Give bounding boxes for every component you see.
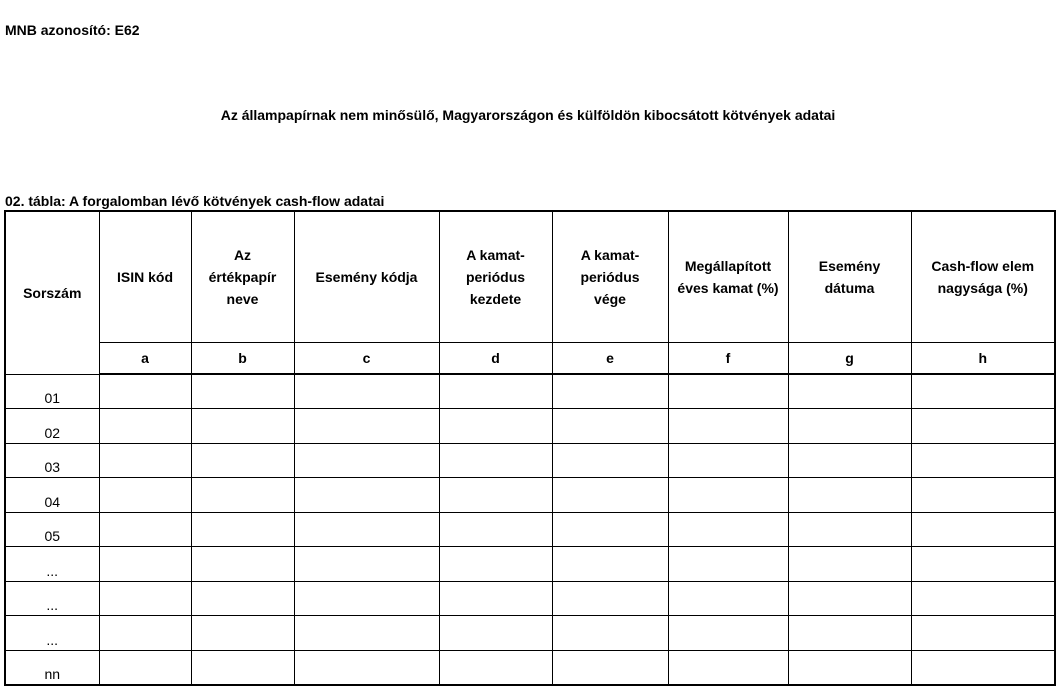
column-letter: g bbox=[788, 343, 911, 375]
header-ertekpapir-neve: Az értékpapír neve bbox=[191, 211, 294, 343]
table-cell bbox=[439, 443, 552, 478]
table-cell bbox=[99, 443, 191, 478]
table-row bbox=[5, 443, 1055, 478]
header-isin-kod: ISIN kód bbox=[99, 211, 191, 343]
table-cell bbox=[439, 409, 552, 444]
table-cell bbox=[911, 581, 1055, 616]
table-row bbox=[5, 374, 1055, 409]
table-cell bbox=[668, 443, 788, 478]
table-cell bbox=[191, 547, 294, 582]
table-cell bbox=[439, 547, 552, 582]
header-cash-flow-elem-nagysaga: Cash-flow elem nagysága (%) bbox=[911, 211, 1055, 343]
header-esemeny-datuma: Esemény dátuma bbox=[788, 211, 911, 343]
table-cell bbox=[668, 478, 788, 513]
header-kamatperiodus-vege: A kamat-periódus vége bbox=[552, 211, 668, 343]
row-number: 02 bbox=[5, 409, 99, 444]
table-cell bbox=[788, 409, 911, 444]
table-cell bbox=[552, 616, 668, 651]
table-cell bbox=[294, 443, 439, 478]
table-cell bbox=[552, 409, 668, 444]
table-cell bbox=[294, 512, 439, 547]
row-number: ... bbox=[5, 547, 99, 582]
header-megallapitott-eves-kamat: Megállapított éves kamat (%) bbox=[668, 211, 788, 343]
table-cell bbox=[668, 512, 788, 547]
table-cell bbox=[668, 409, 788, 444]
column-letter: e bbox=[552, 343, 668, 375]
table-cell bbox=[911, 478, 1055, 513]
table-cell bbox=[668, 616, 788, 651]
cash-flow-table bbox=[4, 210, 1056, 686]
column-letter: c bbox=[294, 343, 439, 375]
table-cell bbox=[668, 547, 788, 582]
table-row bbox=[5, 581, 1055, 616]
table-cell bbox=[99, 616, 191, 651]
table-cell bbox=[439, 581, 552, 616]
table-cell bbox=[294, 616, 439, 651]
table-cell bbox=[191, 374, 294, 409]
column-letter: b bbox=[191, 343, 294, 375]
table-cell bbox=[788, 374, 911, 409]
table-cell bbox=[439, 616, 552, 651]
table-cell bbox=[911, 547, 1055, 582]
column-letter: h bbox=[911, 343, 1055, 375]
header-kamatperiodus-kezdete: A kamat-periódus kezdete bbox=[439, 211, 552, 343]
row-number: 03 bbox=[5, 443, 99, 478]
table-cell bbox=[439, 512, 552, 547]
table-cell bbox=[788, 443, 911, 478]
column-letter: f bbox=[668, 343, 788, 375]
table-cell bbox=[552, 547, 668, 582]
mnb-identifier: MNB azonosító: E62 bbox=[5, 22, 140, 38]
table-cell bbox=[294, 547, 439, 582]
table-cell bbox=[911, 512, 1055, 547]
row-number: 05 bbox=[5, 512, 99, 547]
table-cell bbox=[191, 409, 294, 444]
table-row bbox=[5, 512, 1055, 547]
document-title: Az állampapírnak nem minősülő, Magyarországon és külföldön kibocsátott kötvények adatai bbox=[220, 107, 836, 123]
column-letter: d bbox=[439, 343, 552, 375]
table-cell bbox=[552, 478, 668, 513]
table-cell bbox=[99, 478, 191, 513]
table-row bbox=[5, 409, 1055, 444]
table-cell bbox=[99, 409, 191, 444]
table-cell bbox=[191, 512, 294, 547]
table-row bbox=[5, 547, 1055, 582]
table-title: 02. tábla: A forgalomban lévő kötvények cash-flow adatai bbox=[5, 193, 385, 209]
table-cell bbox=[294, 581, 439, 616]
row-number: ... bbox=[5, 616, 99, 651]
table-cell bbox=[788, 616, 911, 651]
table-cell bbox=[439, 478, 552, 513]
table-row bbox=[5, 616, 1055, 651]
table-cell bbox=[911, 374, 1055, 409]
table-cell bbox=[911, 616, 1055, 651]
table-cell bbox=[788, 478, 911, 513]
table-cell bbox=[788, 512, 911, 547]
table-cell bbox=[99, 374, 191, 409]
row-number: ... bbox=[5, 581, 99, 616]
table-cell bbox=[788, 547, 911, 582]
table-cell bbox=[99, 512, 191, 547]
table-cell bbox=[552, 512, 668, 547]
row-number: 01 bbox=[5, 374, 99, 409]
row-number: nn bbox=[5, 650, 99, 685]
table-cell bbox=[99, 547, 191, 582]
table-cell bbox=[294, 409, 439, 444]
header-sorszam: Sorszám bbox=[5, 211, 99, 374]
table-cell bbox=[668, 581, 788, 616]
table-cell bbox=[191, 616, 294, 651]
table-cell bbox=[191, 581, 294, 616]
table-cell bbox=[294, 374, 439, 409]
table-cell bbox=[911, 409, 1055, 444]
table-cell bbox=[552, 374, 668, 409]
table-cell bbox=[294, 478, 439, 513]
column-letter: a bbox=[99, 343, 191, 375]
table-cell bbox=[99, 581, 191, 616]
table-cell bbox=[668, 374, 788, 409]
table-cell bbox=[439, 374, 552, 409]
table-cell bbox=[552, 443, 668, 478]
header-esemeny-kodja: Esemény kódja bbox=[294, 211, 439, 343]
table-row bbox=[5, 478, 1055, 513]
table-cell bbox=[191, 443, 294, 478]
table-cell bbox=[552, 581, 668, 616]
table-cell bbox=[788, 581, 911, 616]
table-cell bbox=[191, 478, 294, 513]
table-cell bbox=[911, 443, 1055, 478]
row-number: 04 bbox=[5, 478, 99, 513]
